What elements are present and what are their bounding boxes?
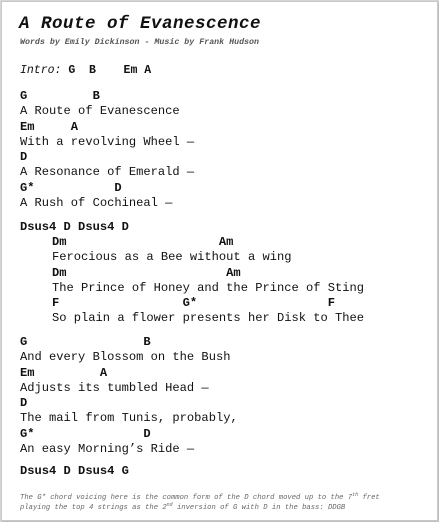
chord-line: D: [20, 396, 28, 411]
bridge: [20, 235, 364, 327]
footnote-line-2: playing the top 4 strings as the 2nd inversion of G with D in the bass: DDGB: [20, 502, 346, 512]
chord-line: D: [20, 150, 28, 165]
footnote-line-1: The G* chord voicing here is the common form of the D chord moved up to the 7th fret: [20, 492, 380, 502]
chord-line: G B: [20, 89, 100, 103]
interlude-2: Dsus4 D Dsus4 G: [20, 464, 129, 478]
lyric-line: And every Blossom on the Bush: [20, 350, 231, 365]
chord-line: Dm Am: [52, 235, 234, 249]
verse-1: [20, 89, 194, 211]
lyric-line: So plain a flower presents her Disk to Thee: [52, 311, 365, 326]
chord-line: F G* F: [52, 296, 336, 311]
chord-line: Dm Am: [52, 265, 241, 280]
interlude-1: Dsus4 D Dsus4 D: [20, 220, 129, 234]
lead-sheet-page: [1, 1, 438, 521]
intro-line: [20, 64, 151, 77]
lyric-line: The mail from Tunis, probably,: [20, 411, 238, 426]
intro-label: Intro:: [20, 64, 62, 77]
lyric-line: Adjusts its tumbled Head —: [20, 380, 209, 395]
lyric-line: An easy Morning’s Ride —: [20, 442, 195, 457]
chord-line: G B: [20, 335, 151, 349]
chord-line: G* D: [20, 180, 122, 195]
song-title: A Route of Evanescence: [19, 14, 262, 34]
lyric-line: A Rush of Cochineal —: [20, 196, 173, 211]
chord-line: G* D: [20, 426, 151, 441]
song-credits: Words by Emily Dickinson - Music by Frank Hudson: [20, 38, 259, 47]
chord-line: Em A: [20, 119, 79, 134]
chord-line: Em A: [20, 365, 108, 380]
intro-chords: G B Em A: [68, 64, 152, 77]
lyric-line: A Route of Evanescence: [20, 104, 180, 119]
lyric-line: The Prince of Honey and the Prince of Sting: [52, 280, 365, 295]
lyric-line: Ferocious as a Bee without a wing: [52, 250, 292, 265]
footnote: [20, 493, 380, 513]
lyric-line: A Resonance of Emerald —: [20, 165, 195, 180]
lyric-line: With a revolving Wheel —: [20, 134, 195, 149]
verse-2: [20, 335, 238, 457]
